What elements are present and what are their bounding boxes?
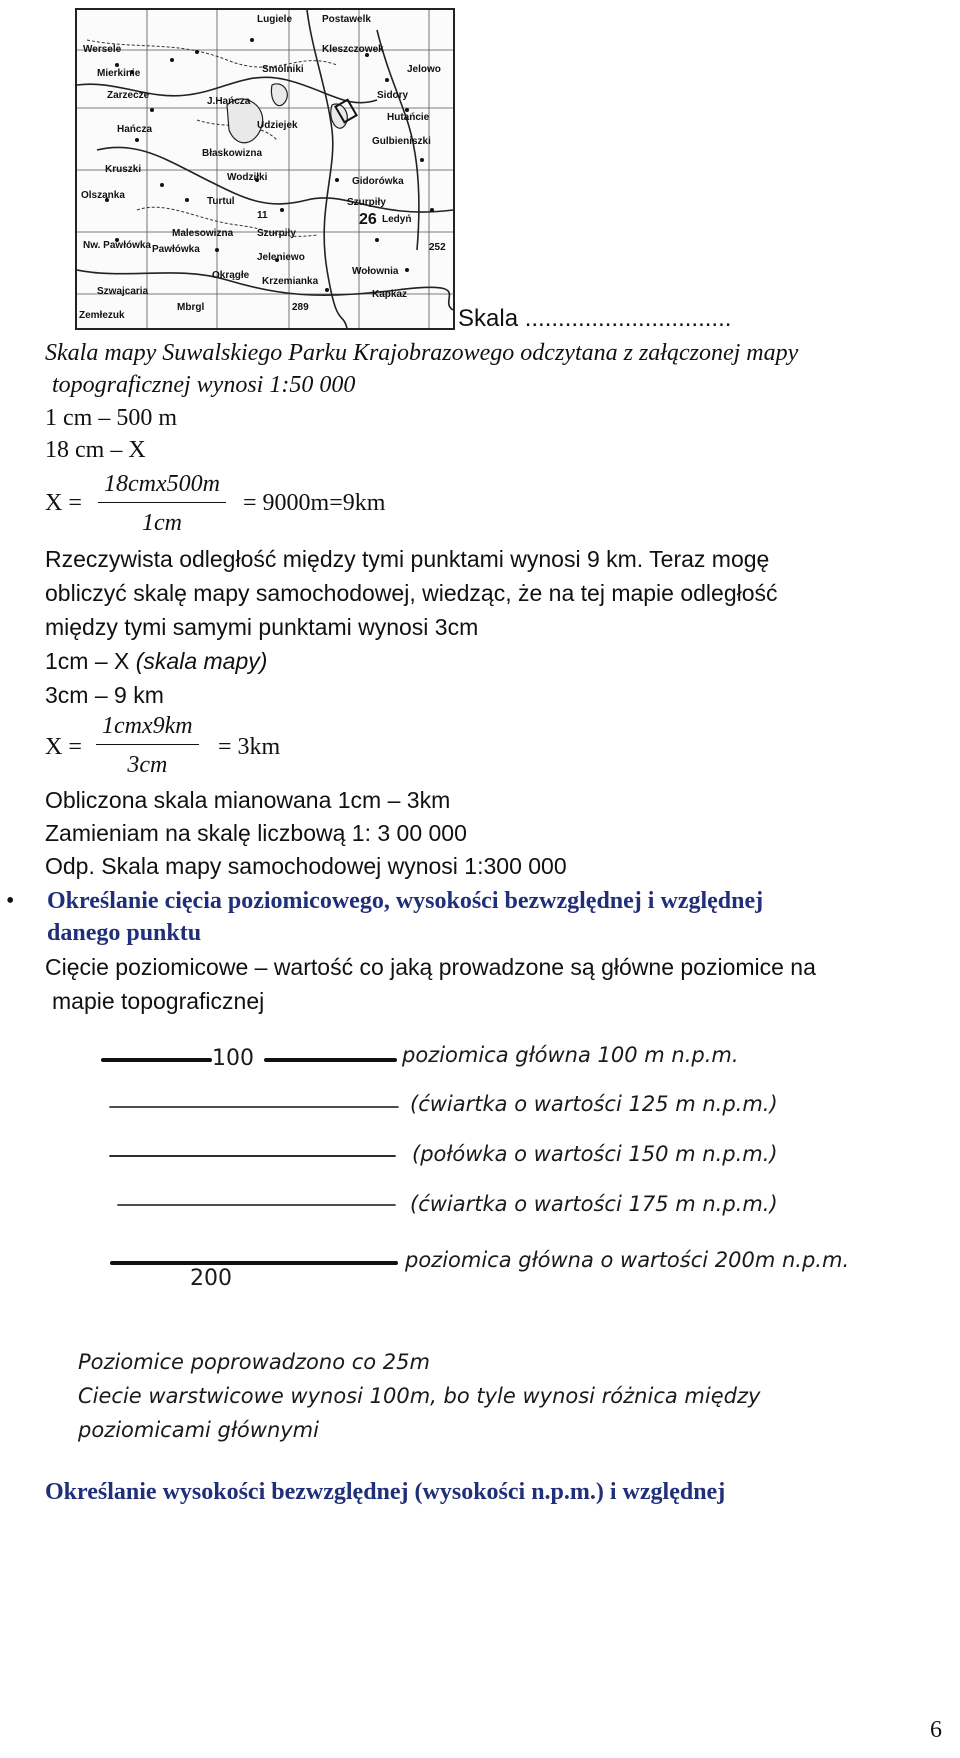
map-label: Nw. Pawłówka (83, 240, 151, 251)
map-label: Postawelk (322, 14, 371, 25)
map-label: Zarzecze (107, 90, 150, 101)
map-label: Udziejek (257, 120, 298, 131)
map-label: Gulbieniszki (372, 136, 431, 147)
contour-description: poziomica główna o wartości 200m n.p.m. (405, 1248, 850, 1272)
scale-intro-line1: Skala mapy Suwalskiego Parku Krajobrazowego odczytana z załączonej mapy (45, 340, 799, 366)
fraction-numerator: 18cmx500m (104, 471, 220, 497)
contour-note: Ciecie warstwicowe wynosi 100m, bo tyle wynosi różnica między (78, 1384, 761, 1408)
paragraph-line: obliczyć skalę mapy samochodowej, wiedząc, że na tej mapie odległość (45, 580, 778, 606)
map-label: Okrągłe (212, 270, 250, 281)
proportion-note: (skala mapy) (135, 648, 268, 674)
map-label: Szurpiły (257, 228, 296, 239)
map-label: Hutańcie (387, 112, 430, 123)
map-label: Jelowo (407, 64, 441, 75)
map-label: Zemłezuk (79, 310, 125, 321)
map-label: Sidory (377, 90, 409, 101)
equation-lhs: X = (45, 490, 82, 516)
map-label: Ledyń (382, 214, 412, 225)
equation-rhs: = 9000m=9km (243, 490, 386, 516)
map-label: Malesowizna (172, 228, 234, 239)
map-label: Turtul (207, 196, 235, 207)
contour-label: 100 (212, 1046, 254, 1071)
section-heading: Określanie wysokości bezwzględnej (wysokości n.p.m.) i względnej (45, 1479, 726, 1505)
result-line: Zamieniam na skalę liczbową 1: 3 00 000 (45, 820, 467, 846)
scale-intro-line2: topograficznej wynosi 1:50 000 (52, 372, 356, 398)
map-label: Hańcza (117, 124, 153, 135)
proportion-line: 18 cm – X (45, 437, 146, 463)
map-label: Kleszczowek (322, 44, 384, 55)
paragraph-line: Rzeczywista odległość między tymi punktami wynosi 9 km. Teraz mogę (45, 546, 770, 572)
section-heading: danego punktu (47, 920, 202, 946)
map-number: 26 (359, 211, 377, 228)
map-label: Wołownia (352, 266, 399, 277)
paragraph-line: między tymi samymi punktami wynosi 3cm (45, 614, 479, 640)
equation-fraction (98, 470, 226, 537)
map-label: Krzemianka (262, 276, 319, 287)
fraction-bar (96, 744, 199, 745)
map-number: 252 (429, 242, 446, 253)
equation-fraction (96, 712, 199, 779)
fraction-numerator: 1cmx9km (102, 713, 193, 739)
equation-lhs: X = (45, 734, 82, 760)
page-number: 6 (930, 1717, 942, 1743)
scale-caption: Skala ............................... (458, 305, 732, 332)
fraction-denominator: 1cm (141, 510, 182, 536)
definition-line: Cięcie poziomicowe – wartość co jaką prowadzone są główne poziomice na (45, 954, 816, 980)
proportion-text: 1cm – X (45, 648, 136, 674)
proportion-line: 1 cm – 500 m (45, 405, 177, 431)
map-label: Kruszki (105, 164, 142, 175)
contour-note: Poziomice poprowadzono co 25m (78, 1350, 430, 1374)
map-number: 11 (257, 210, 268, 221)
map-label: Szurpiły (347, 197, 386, 208)
map-label: Olszanka (81, 190, 125, 201)
map-label: Wersele (83, 44, 122, 55)
map-label: Szwajcaria (97, 286, 149, 297)
answer-line: Odp. Skala mapy samochodowej wynosi 1:300 000 (45, 853, 567, 879)
map-label: Pawłówka (152, 244, 200, 255)
map-label: Gidorówka (352, 176, 404, 187)
contour-note: poziomicami głównymi (78, 1418, 319, 1442)
map-label: Kapkaz (372, 289, 408, 300)
map-label: Wodziłki (227, 172, 268, 183)
section-heading: Określanie cięcia poziomicowego, wysokości bezwzględnej i względnej (47, 888, 764, 914)
equation-rhs: = 3km (218, 734, 281, 760)
map-label: Błaskowizna (202, 148, 263, 159)
contour-label: 200 (190, 1266, 232, 1291)
bullet: • (6, 888, 15, 914)
map-label: Lugiele (257, 14, 293, 25)
contour-description: poziomica główna 100 m n.p.m. (402, 1043, 739, 1067)
fraction-denominator: 3cm (127, 752, 168, 778)
map-label: Mierkinie (97, 68, 141, 79)
proportion-line: 3cm – 9 km (45, 682, 164, 708)
contour-description: (połówka o wartości 150 m n.p.m.) (412, 1142, 778, 1166)
map-label: Jeleniewo (257, 252, 305, 263)
definition-line: mapie topograficznej (52, 988, 265, 1014)
topographic-map-image (75, 8, 455, 330)
fraction-bar (98, 502, 226, 503)
result-line: Obliczona skala mianowana 1cm – 3km (45, 787, 451, 813)
map-number: 289 (292, 302, 309, 313)
contour-description: (ćwiartka o wartości 175 m n.p.m.) (410, 1192, 778, 1216)
proportion-line (45, 646, 267, 676)
map-label: Mbrgl (177, 302, 205, 313)
contour-description: (ćwiartka o wartości 125 m n.p.m.) (410, 1092, 778, 1116)
map-label: Smolniki (262, 64, 304, 75)
map-label: J.Hańcza (207, 96, 251, 107)
